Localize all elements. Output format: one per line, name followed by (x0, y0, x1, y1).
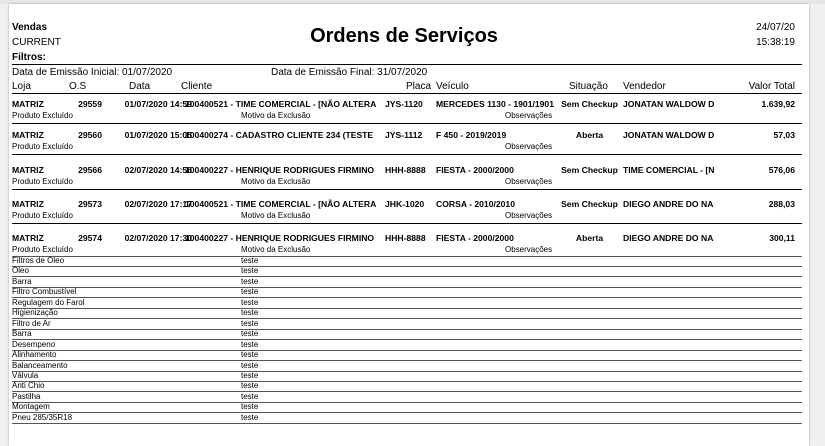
column-header-loja: Loja (12, 81, 31, 92)
order-divider (12, 154, 802, 155)
order-valor-cell: 288,03 (768, 199, 795, 209)
order-situacao-cell: Sem Checkup (561, 99, 618, 109)
observacoes-label: Observações (505, 245, 553, 254)
order-cliente-cell: 100400521 - TIME COMERCIAL - [NÃO ALTERA (185, 199, 377, 209)
order-loja-cell: MATRIZ (12, 99, 44, 109)
order-os-cell: 29566 (78, 165, 102, 175)
excluded-product: Desempeno (12, 339, 56, 349)
order-data-cell: 02/07/2020 14:56 (124, 165, 192, 175)
order-divider (12, 189, 802, 190)
order-situacao-cell: Aberta (575, 130, 604, 140)
order-vendedor-cell: JONATAN WALDOW D (623, 99, 715, 109)
order-situacao-cell: Sem Checkup (561, 199, 618, 209)
observacoes-label: Observações (505, 211, 553, 220)
order-loja-cell: MATRIZ (12, 199, 44, 209)
column-header-data: Data (129, 81, 151, 92)
order-os-cell: 29573 (78, 199, 102, 209)
order-valor-cell: 300,11 (769, 233, 795, 243)
motivo-exclusao-label: Motivo da Exclusão (241, 111, 311, 120)
excluded-product: Anti Chio (12, 381, 45, 391)
order-valor-cell: 1.639,92 (761, 99, 795, 109)
order-veiculo-cell: FIESTA - 2000/2000 (436, 233, 514, 243)
exclusion-reason: teste (241, 297, 259, 307)
observacoes-label: Observações (505, 142, 553, 151)
order-vendedor-cell: DIEGO ANDRE DO NA (623, 199, 714, 209)
exclusion-reason: teste (241, 329, 259, 339)
filter-start-date: Data de Emissão Inicial: 01/07/2020 (12, 67, 173, 78)
order-loja-cell: MATRIZ (12, 165, 44, 175)
print-time: 15:38:19 (756, 37, 795, 48)
exclusion-reason: teste (241, 412, 259, 422)
module-name: Vendas (12, 22, 48, 33)
order-valor-cell: 57,03 (773, 130, 795, 140)
excluded-product: Higienização (12, 308, 58, 318)
excluded-product: Filtro de Ar (12, 318, 51, 328)
column-header-valor: Valor Total (748, 81, 795, 92)
exclusion-reason: teste (241, 370, 259, 380)
order-veiculo-cell: F 450 - 2019/2019 (436, 130, 507, 140)
column-header-placa: Placa (406, 81, 432, 92)
order-placa-cell: JYS-1120 (385, 99, 423, 109)
excluded-product: Óleo (12, 266, 29, 276)
motivo-exclusao-label: Motivo da Exclusão (241, 211, 311, 220)
order-loja-cell: MATRIZ (12, 233, 44, 243)
order-cliente-cell: 100400227 - HENRIQUE RODRIGUES FIRMINO (185, 165, 375, 175)
order-divider (12, 223, 802, 224)
order-veiculo-cell: MERCEDES 1130 - 1901/1901 (436, 99, 554, 109)
motivo-exclusao-label: Motivo da Exclusão (241, 245, 311, 254)
exclusion-reason: teste (241, 350, 259, 360)
header-divider (12, 93, 802, 94)
order-veiculo-cell: FIESTA - 2000/2000 (436, 165, 514, 175)
produto-excluido-label: Produto Excluído (12, 245, 73, 254)
order-divider (12, 123, 802, 124)
order-vendedor-cell: DIEGO ANDRE DO NA (623, 233, 714, 243)
produto-excluido-label: Produto Excluído (12, 177, 73, 186)
order-cliente-cell: 100400521 - TIME COMERCIAL - [NÃO ALTERA (185, 99, 377, 109)
order-placa-cell: HHH-8888 (385, 233, 426, 243)
excluded-product: Regulagem do Farol (12, 297, 85, 307)
order-data-cell: 01/07/2020 14:59 (124, 99, 192, 109)
exclusion-reason: teste (241, 318, 259, 328)
order-os-cell: 29559 (78, 99, 102, 109)
excluded-product: Montagem (12, 402, 50, 412)
excluded-product: Balanceamento (12, 360, 68, 370)
order-data-cell: 02/07/2020 17:30 (124, 233, 192, 243)
excluded-product: Filtros de Óleo (12, 256, 65, 265)
item-divider (12, 423, 802, 424)
order-placa-cell: JYS-1112 (385, 130, 423, 140)
column-header-situacao: Situação (569, 81, 608, 92)
excluded-product: Barra (12, 329, 32, 339)
column-header-os: O.S (69, 81, 87, 92)
report-page (9, 4, 809, 446)
exclusion-reason: teste (241, 391, 259, 401)
order-os-cell: 29574 (78, 233, 102, 243)
report-title: Ordens de Serviços (310, 25, 498, 47)
order-loja-cell: MATRIZ (12, 130, 44, 140)
exclusion-reason: teste (241, 276, 259, 286)
filter-end-date: Data de Emissão Final: 31/07/2020 (271, 67, 428, 78)
order-vendedor-cell: JONATAN WALDOW D (623, 130, 715, 140)
produto-excluido-label: Produto Excluído (12, 142, 73, 151)
excluded-product: Válvula (12, 370, 39, 380)
exclusion-reason: teste (241, 266, 259, 276)
column-header-cliente: Cliente (181, 81, 213, 92)
column-header-vendedor: Vendedor (623, 81, 666, 92)
filters-divider (12, 64, 802, 65)
print-date: 24/07/20 (756, 22, 795, 33)
exclusion-reason: teste (241, 287, 259, 297)
exclusion-reason: teste (241, 381, 259, 391)
exclusion-reason: teste (241, 360, 259, 370)
excluded-product: Barra (12, 276, 32, 286)
observacoes-label: Observações (505, 111, 553, 120)
excluded-product: Pneu 285/35R18 (12, 412, 73, 422)
produto-excluido-label: Produto Excluído (12, 211, 73, 220)
order-vendedor-cell: TIME COMERCIAL - [N (623, 165, 715, 175)
order-situacao-cell: Sem Checkup (561, 165, 618, 175)
produto-excluido-label: Produto Excluído (12, 111, 73, 120)
order-os-cell: 29560 (78, 130, 102, 140)
order-veiculo-cell: CORSA - 2010/2010 (436, 199, 515, 209)
order-placa-cell: JHK-1020 (385, 199, 425, 209)
exclusion-reason: teste (241, 402, 259, 412)
excluded-product: Alinhamento (12, 350, 57, 360)
exclusion-reason: teste (241, 256, 259, 265)
order-cliente-cell: 100400227 - HENRIQUE RODRIGUES FIRMINO (185, 233, 375, 243)
column-header-veiculo: Veículo (436, 81, 469, 92)
order-valor-cell: 576,06 (768, 165, 795, 175)
order-data-cell: 02/07/2020 17:17 (124, 199, 192, 209)
filters-label: Filtros: (12, 52, 46, 63)
order-cliente-cell: 100400274 - CADASTRO CLIENTE 234 (TESTE (185, 130, 374, 140)
exclusion-reason: teste (241, 339, 259, 349)
motivo-exclusao-label: Motivo da Exclusão (241, 177, 311, 186)
user-name: CURRENT (12, 37, 61, 48)
order-situacao-cell: Aberta (575, 233, 604, 243)
order-placa-cell: HHH-8888 (385, 165, 426, 175)
excluded-product: Pastilha (12, 391, 41, 401)
exclusion-reason: teste (241, 308, 259, 318)
excluded-product: Filtro Combustível (12, 287, 77, 297)
order-data-cell: 01/07/2020 15:05 (124, 130, 192, 140)
observacoes-label: Observações (505, 177, 553, 186)
